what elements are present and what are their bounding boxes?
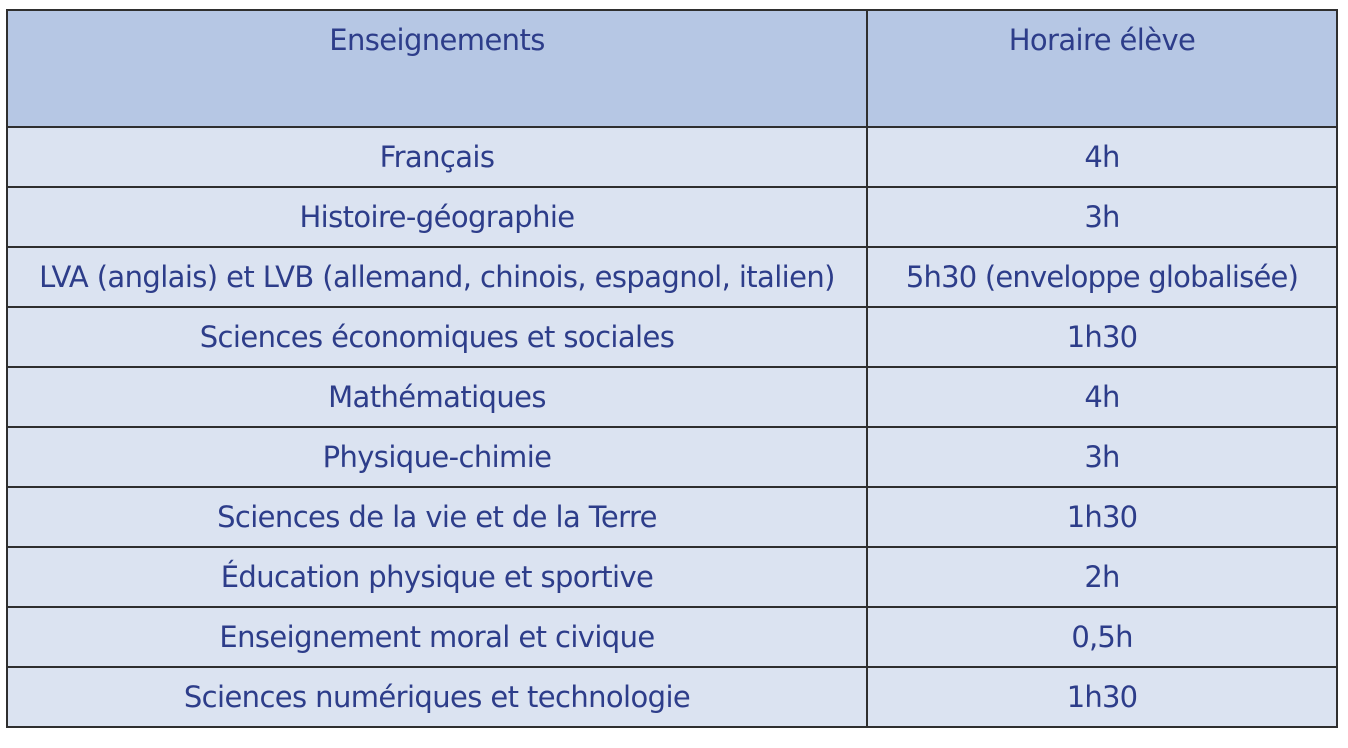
- table-row: [7, 307, 1337, 367]
- hours-cell: 4h: [867, 127, 1337, 187]
- subject-cell: Sciences de la vie et de la Terre: [7, 487, 867, 547]
- subject-cell: Sciences économiques et sociales: [7, 307, 867, 367]
- header-row: [7, 10, 1337, 127]
- hours-cell: 4h: [867, 367, 1337, 427]
- subject-cell: Physique-chimie: [7, 427, 867, 487]
- header-hours: Horaire élève: [867, 10, 1337, 127]
- table-row: [7, 247, 1337, 307]
- schedule-table: [6, 9, 1338, 728]
- subject-cell: Histoire-géographie: [7, 187, 867, 247]
- subject-cell: Mathématiques: [7, 367, 867, 427]
- hours-cell: 5h30 (enveloppe globalisée): [867, 247, 1337, 307]
- table-row: [7, 667, 1337, 727]
- subject-cell: Éducation physique et sportive: [7, 547, 867, 607]
- hours-cell: 3h: [867, 187, 1337, 247]
- schedule-table-container: [6, 9, 1336, 728]
- hours-cell: 1h30: [867, 487, 1337, 547]
- table-row: [7, 487, 1337, 547]
- header-subject: Enseignements: [7, 10, 867, 127]
- table-row: [7, 127, 1337, 187]
- table-row: [7, 187, 1337, 247]
- table-row: [7, 367, 1337, 427]
- subject-cell: LVA (anglais) et LVB (allemand, chinois, espagnol, italien): [7, 247, 867, 307]
- hours-cell: 3h: [867, 427, 1337, 487]
- subject-cell: Français: [7, 127, 867, 187]
- table-body: [7, 127, 1337, 727]
- hours-cell: 0,5h: [867, 607, 1337, 667]
- table-row: [7, 547, 1337, 607]
- subject-cell: Sciences numériques et technologie: [7, 667, 867, 727]
- table-row: [7, 427, 1337, 487]
- subject-cell: Enseignement moral et civique: [7, 607, 867, 667]
- hours-cell: 1h30: [867, 307, 1337, 367]
- hours-cell: 2h: [867, 547, 1337, 607]
- table-header: [7, 10, 1337, 127]
- table-row: [7, 607, 1337, 667]
- hours-cell: 1h30: [867, 667, 1337, 727]
